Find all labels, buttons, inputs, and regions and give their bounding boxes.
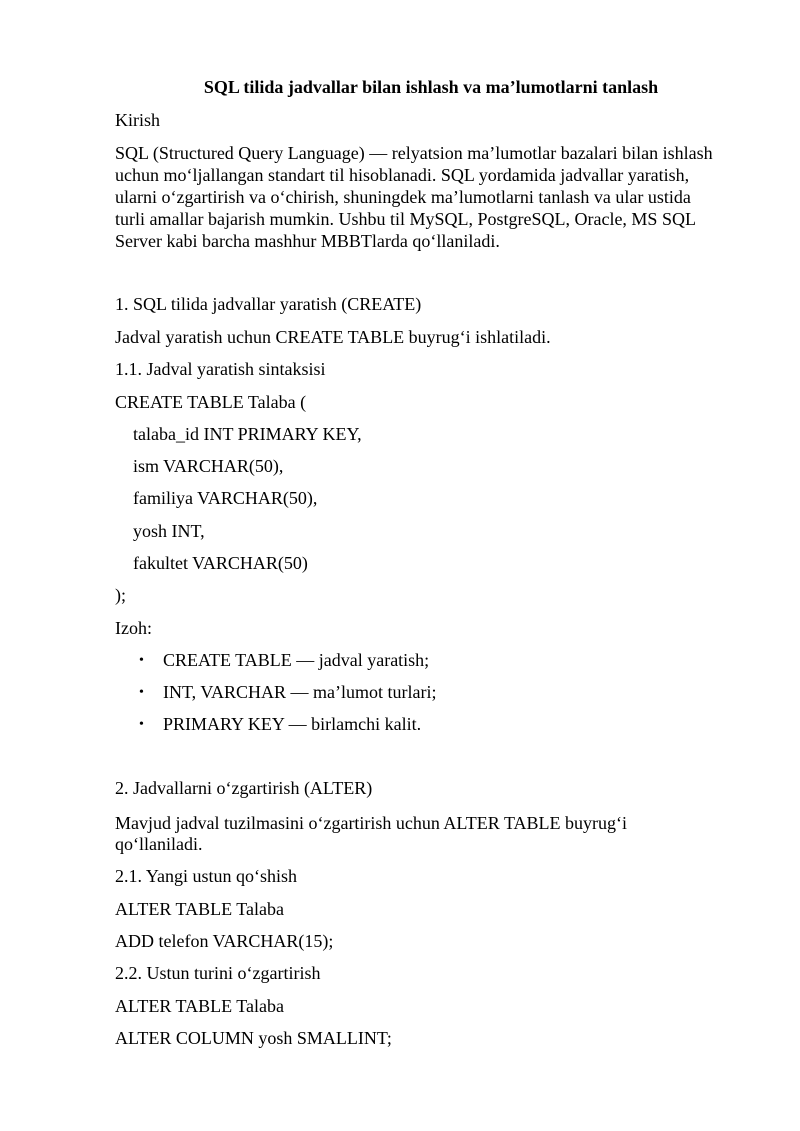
section2-sub1-heading: 2.1. Yangi ustun qo‘shish <box>115 866 298 886</box>
bullet-icon: • <box>139 685 144 700</box>
section2-sub2-heading: 2.2. Ustun turini o‘zgartirish <box>115 963 321 983</box>
code-line: ALTER COLUMN yosh SMALLINT; <box>115 1028 392 1048</box>
section1-subheading: 1.1. Jadval yaratish sintaksisi <box>115 359 326 379</box>
code-line: fakultet VARCHAR(50) <box>133 553 308 573</box>
document-title: SQL tilida jadvallar bilan ishlash va ma’lumotlarni tanlash <box>203 77 659 97</box>
code-line: CREATE TABLE Talaba ( <box>115 392 307 412</box>
code-line: yosh INT, <box>133 521 205 541</box>
intro-paragraph-line: SQL (Structured Query Language) — relyatsion ma’lumotlar bazalari bilan ishlash <box>115 143 713 163</box>
code-line: ); <box>115 585 126 605</box>
section2-description-line: qo‘llaniladi. <box>115 834 203 854</box>
bullet-icon: • <box>139 717 144 732</box>
bullet-icon: • <box>139 653 144 668</box>
bullet-text: INT, VARCHAR — ma’lumot turlari; <box>163 682 437 702</box>
code-line: ALTER TABLE Talaba <box>115 899 284 919</box>
intro-paragraph-line: uchun mo‘ljallangan standart til hisoblanadi. SQL yordamida jadvallar yaratish, <box>115 165 690 185</box>
intro-paragraph-line: ularni o‘zgartirish va o‘chirish, shuningdek ma’lumotlarni tanlash va ular ustida <box>115 187 691 207</box>
code-line: ADD telefon VARCHAR(15); <box>115 931 334 951</box>
section1-heading: 1. SQL tilida jadvallar yaratish (CREATE) <box>115 294 422 314</box>
code-line: ALTER TABLE Talaba <box>115 996 284 1016</box>
code-line: familiya VARCHAR(50), <box>133 488 318 508</box>
bullet-text: PRIMARY KEY — birlamchi kalit. <box>163 714 422 734</box>
section1-description: Jadval yaratish uchun CREATE TABLE buyrug‘i ishlatiladi. <box>115 327 551 347</box>
bullet-text: CREATE TABLE — jadval yaratish; <box>163 650 430 670</box>
section2-heading: 2. Jadvallarni o‘zgartirish (ALTER) <box>115 778 373 798</box>
code-line: talaba_id INT PRIMARY KEY, <box>133 424 362 444</box>
code-line: ism VARCHAR(50), <box>133 456 284 476</box>
intro-paragraph-line: turli amallar bajarish mumkin. Ushbu til MySQL, PostgreSQL, Oracle, MS SQL <box>115 209 696 229</box>
intro-heading: Kirish <box>115 110 160 130</box>
section2-description-line: Mavjud jadval tuzilmasini o‘zgartirish uchun ALTER TABLE buyrug‘i <box>115 813 627 833</box>
note-label: Izoh: <box>115 618 152 638</box>
intro-paragraph-line: Server kabi barcha mashhur MBBTlarda qo‘llaniladi. <box>115 231 500 251</box>
